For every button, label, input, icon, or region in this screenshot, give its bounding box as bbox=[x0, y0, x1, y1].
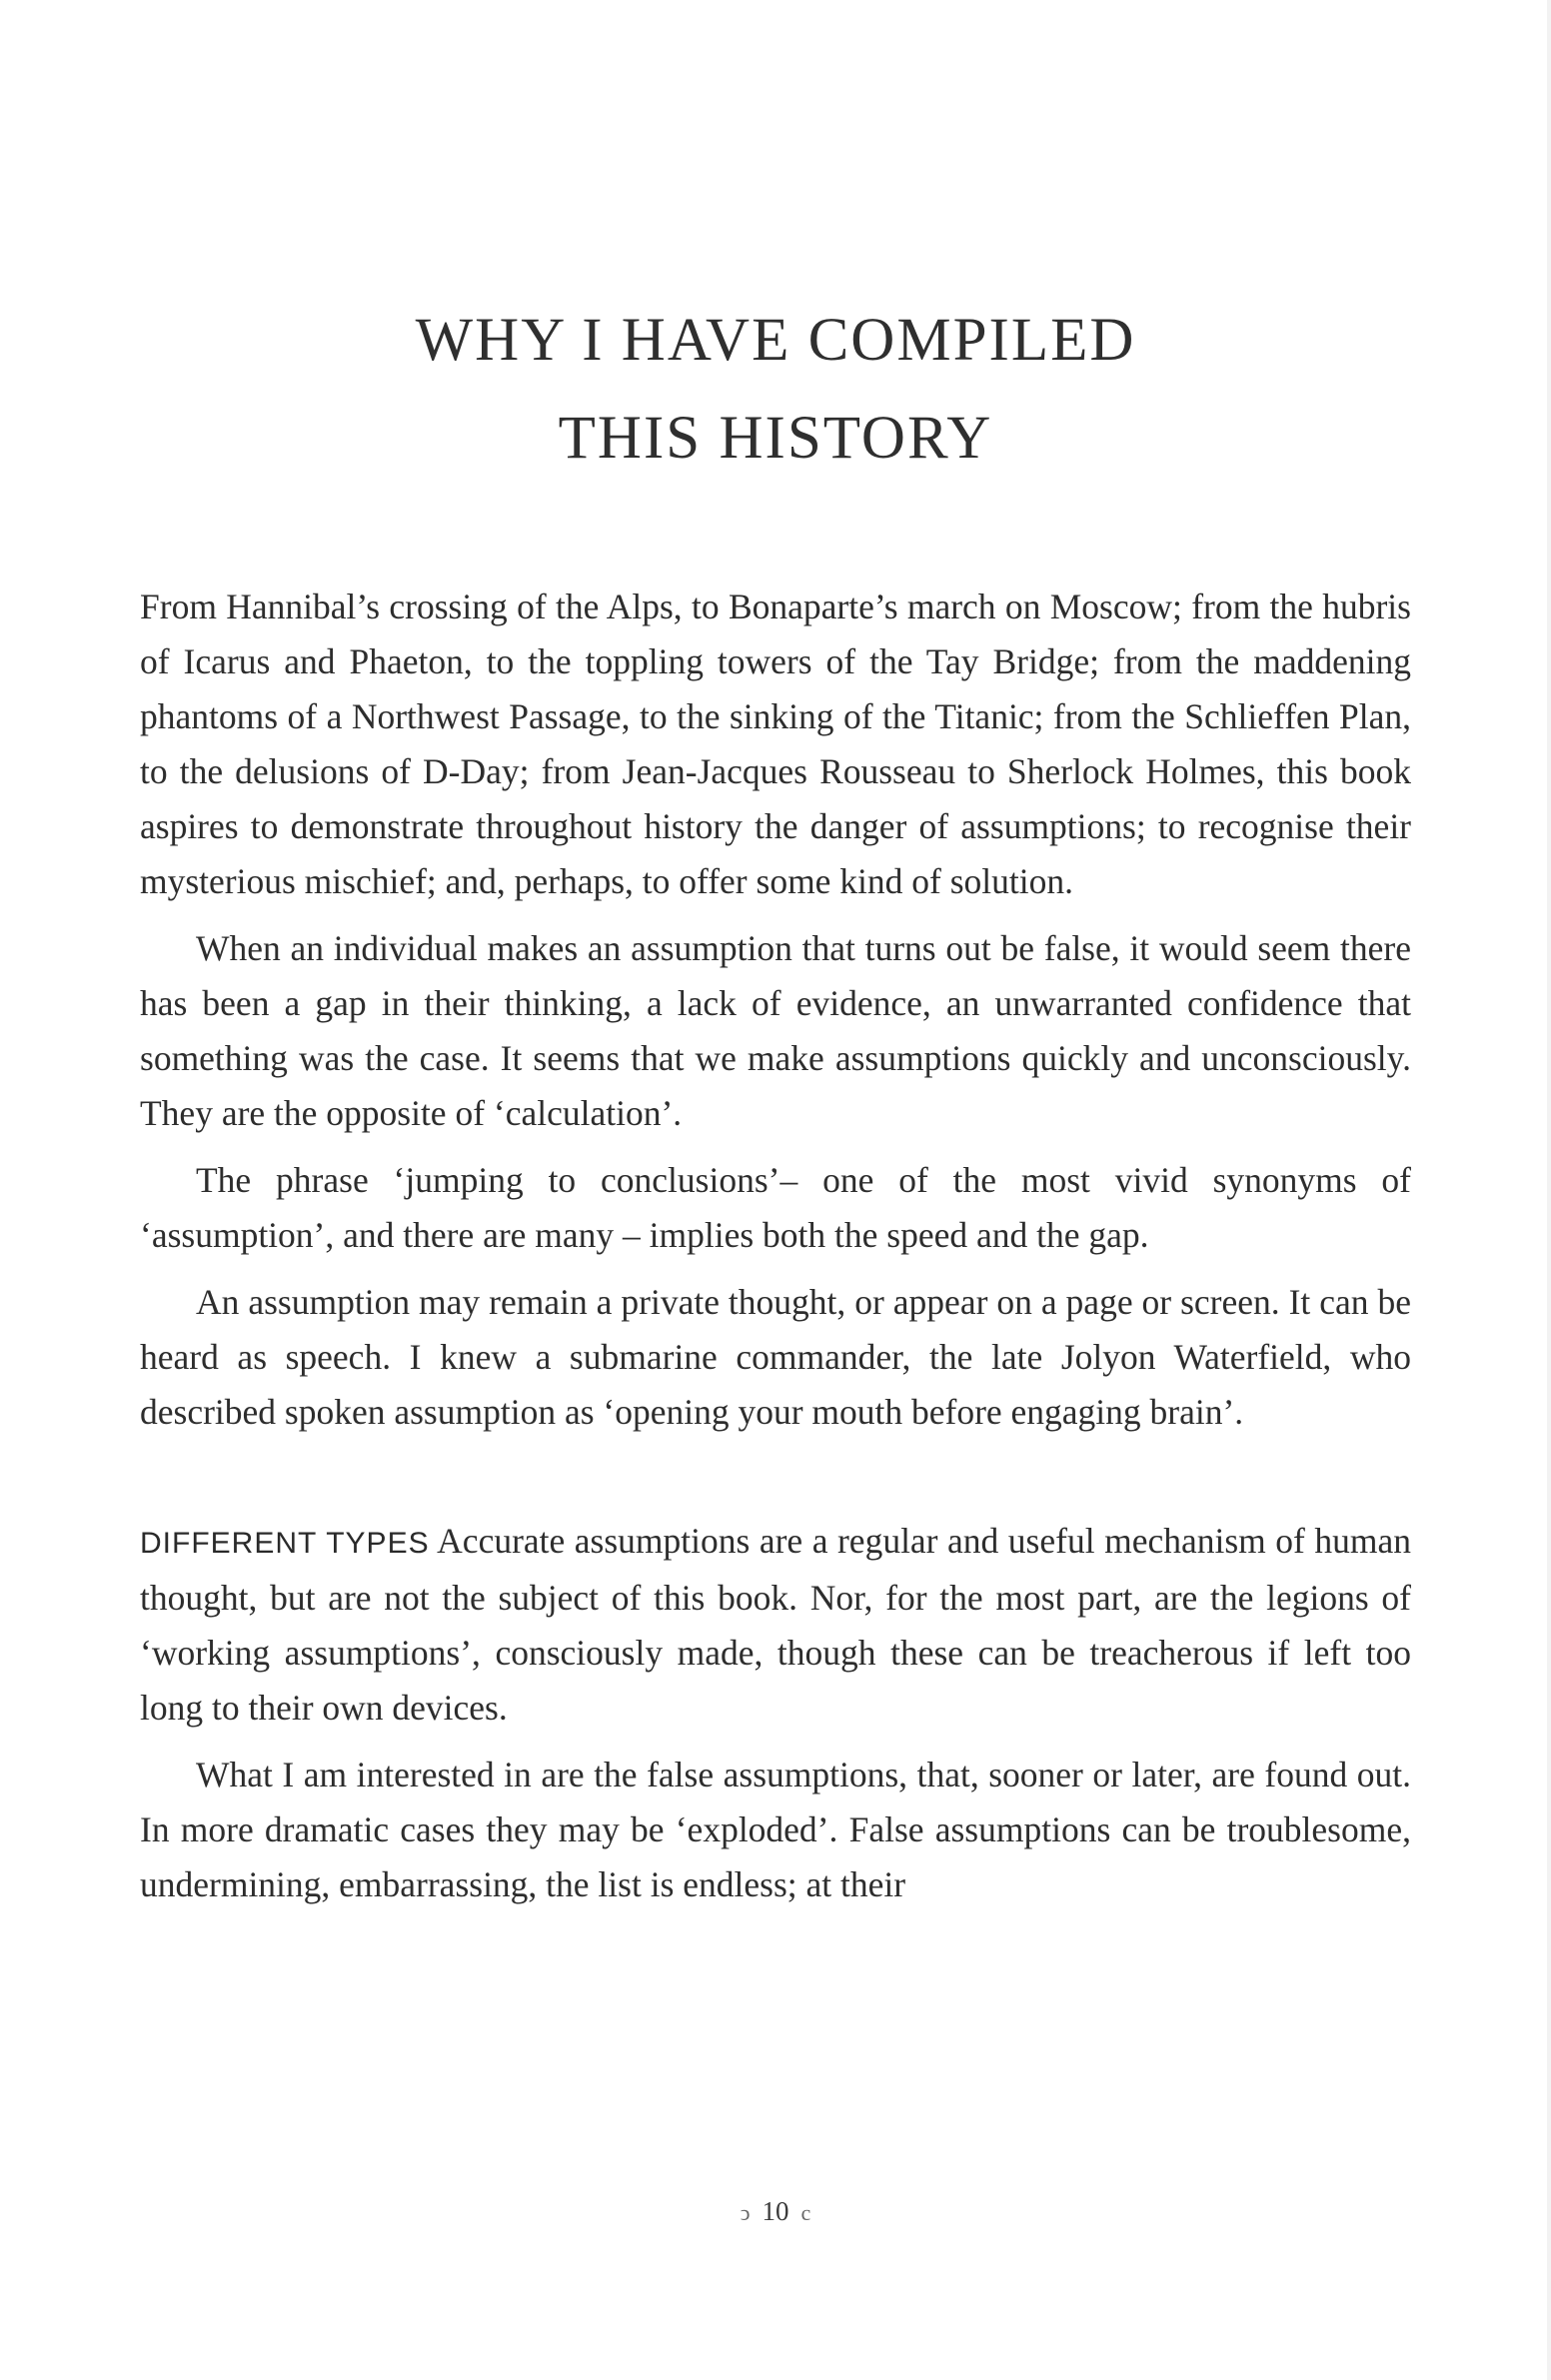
body-text bbox=[140, 580, 1411, 1912]
paragraph-5 bbox=[140, 1514, 1411, 1736]
paragraph-1: From Hannibal’s crossing of the Alps, to Bonaparte’s march on Moscow; from the hubris of Icarus and Phaeton, to the toppling towers of the Tay Bridge; from the maddening phantoms of a Northwest Passage, to the sinking of the Titanic; from the Schlieffen Plan, to the delusions of D-Day; from Jean-Jacques Rousseau to Sherlock Holmes, this book aspires to demonstrate throughout history the danger of assumptions; to recognise their mysterious mischief; and, perhaps, to offer some kind of solution. bbox=[140, 587, 1411, 901]
paragraph-2: When an individual makes an assumption that turns out be false, it would seem there has been a gap in their thinking, a lack of evidence, an unwarranted confidence that something was the case. It seems that we make assumptions quickly and unconsciously. They are the opposite of ‘calculation’. bbox=[140, 928, 1411, 1133]
page-folio bbox=[0, 2196, 1551, 2227]
page-edge bbox=[1547, 0, 1551, 2380]
paragraph-4: An assumption may remain a private thought, or appear on a page or screen. It can be heard as speech. I knew a submarine commander, the late Jolyon Waterfield, who described spoken assumption as ‘opening your mouth before engaging brain’. bbox=[140, 1282, 1411, 1432]
folio-ornament-left-icon: ↄ bbox=[740, 2200, 751, 2225]
paragraph-3: The phrase ‘jumping to conclusions’– one of the most vivid synonyms of ‘assumption’, and there are many – implies both the speed and the gap. bbox=[140, 1160, 1411, 1255]
folio-ornament-right-icon: c bbox=[800, 2200, 811, 2225]
chapter-title bbox=[0, 292, 1551, 488]
section-heading: DIFFERENT TYPES bbox=[140, 1527, 430, 1560]
paragraph-6: What I am interested in are the false assumptions, that, sooner or later, are found out. In more dramatic cases they may be ‘exploded’. False assumptions can be troublesome, undermining, embarrassing, the list is endless; at their bbox=[140, 1755, 1411, 1904]
page-number: 10 bbox=[762, 2196, 789, 2226]
chapter-title-line-2: THIS HISTORY bbox=[558, 405, 993, 472]
paragraph-5-text: Accurate assumptions are a regular and useful mechanism of human thought, but are not the subject of this book. Nor, for the most part, are the legions of ‘working assumptions’, consciously made, though these can be treacherous if left too long to their own devices. bbox=[140, 1521, 1411, 1728]
chapter-title-line-1: WHY I HAVE COMPILED bbox=[415, 307, 1136, 374]
